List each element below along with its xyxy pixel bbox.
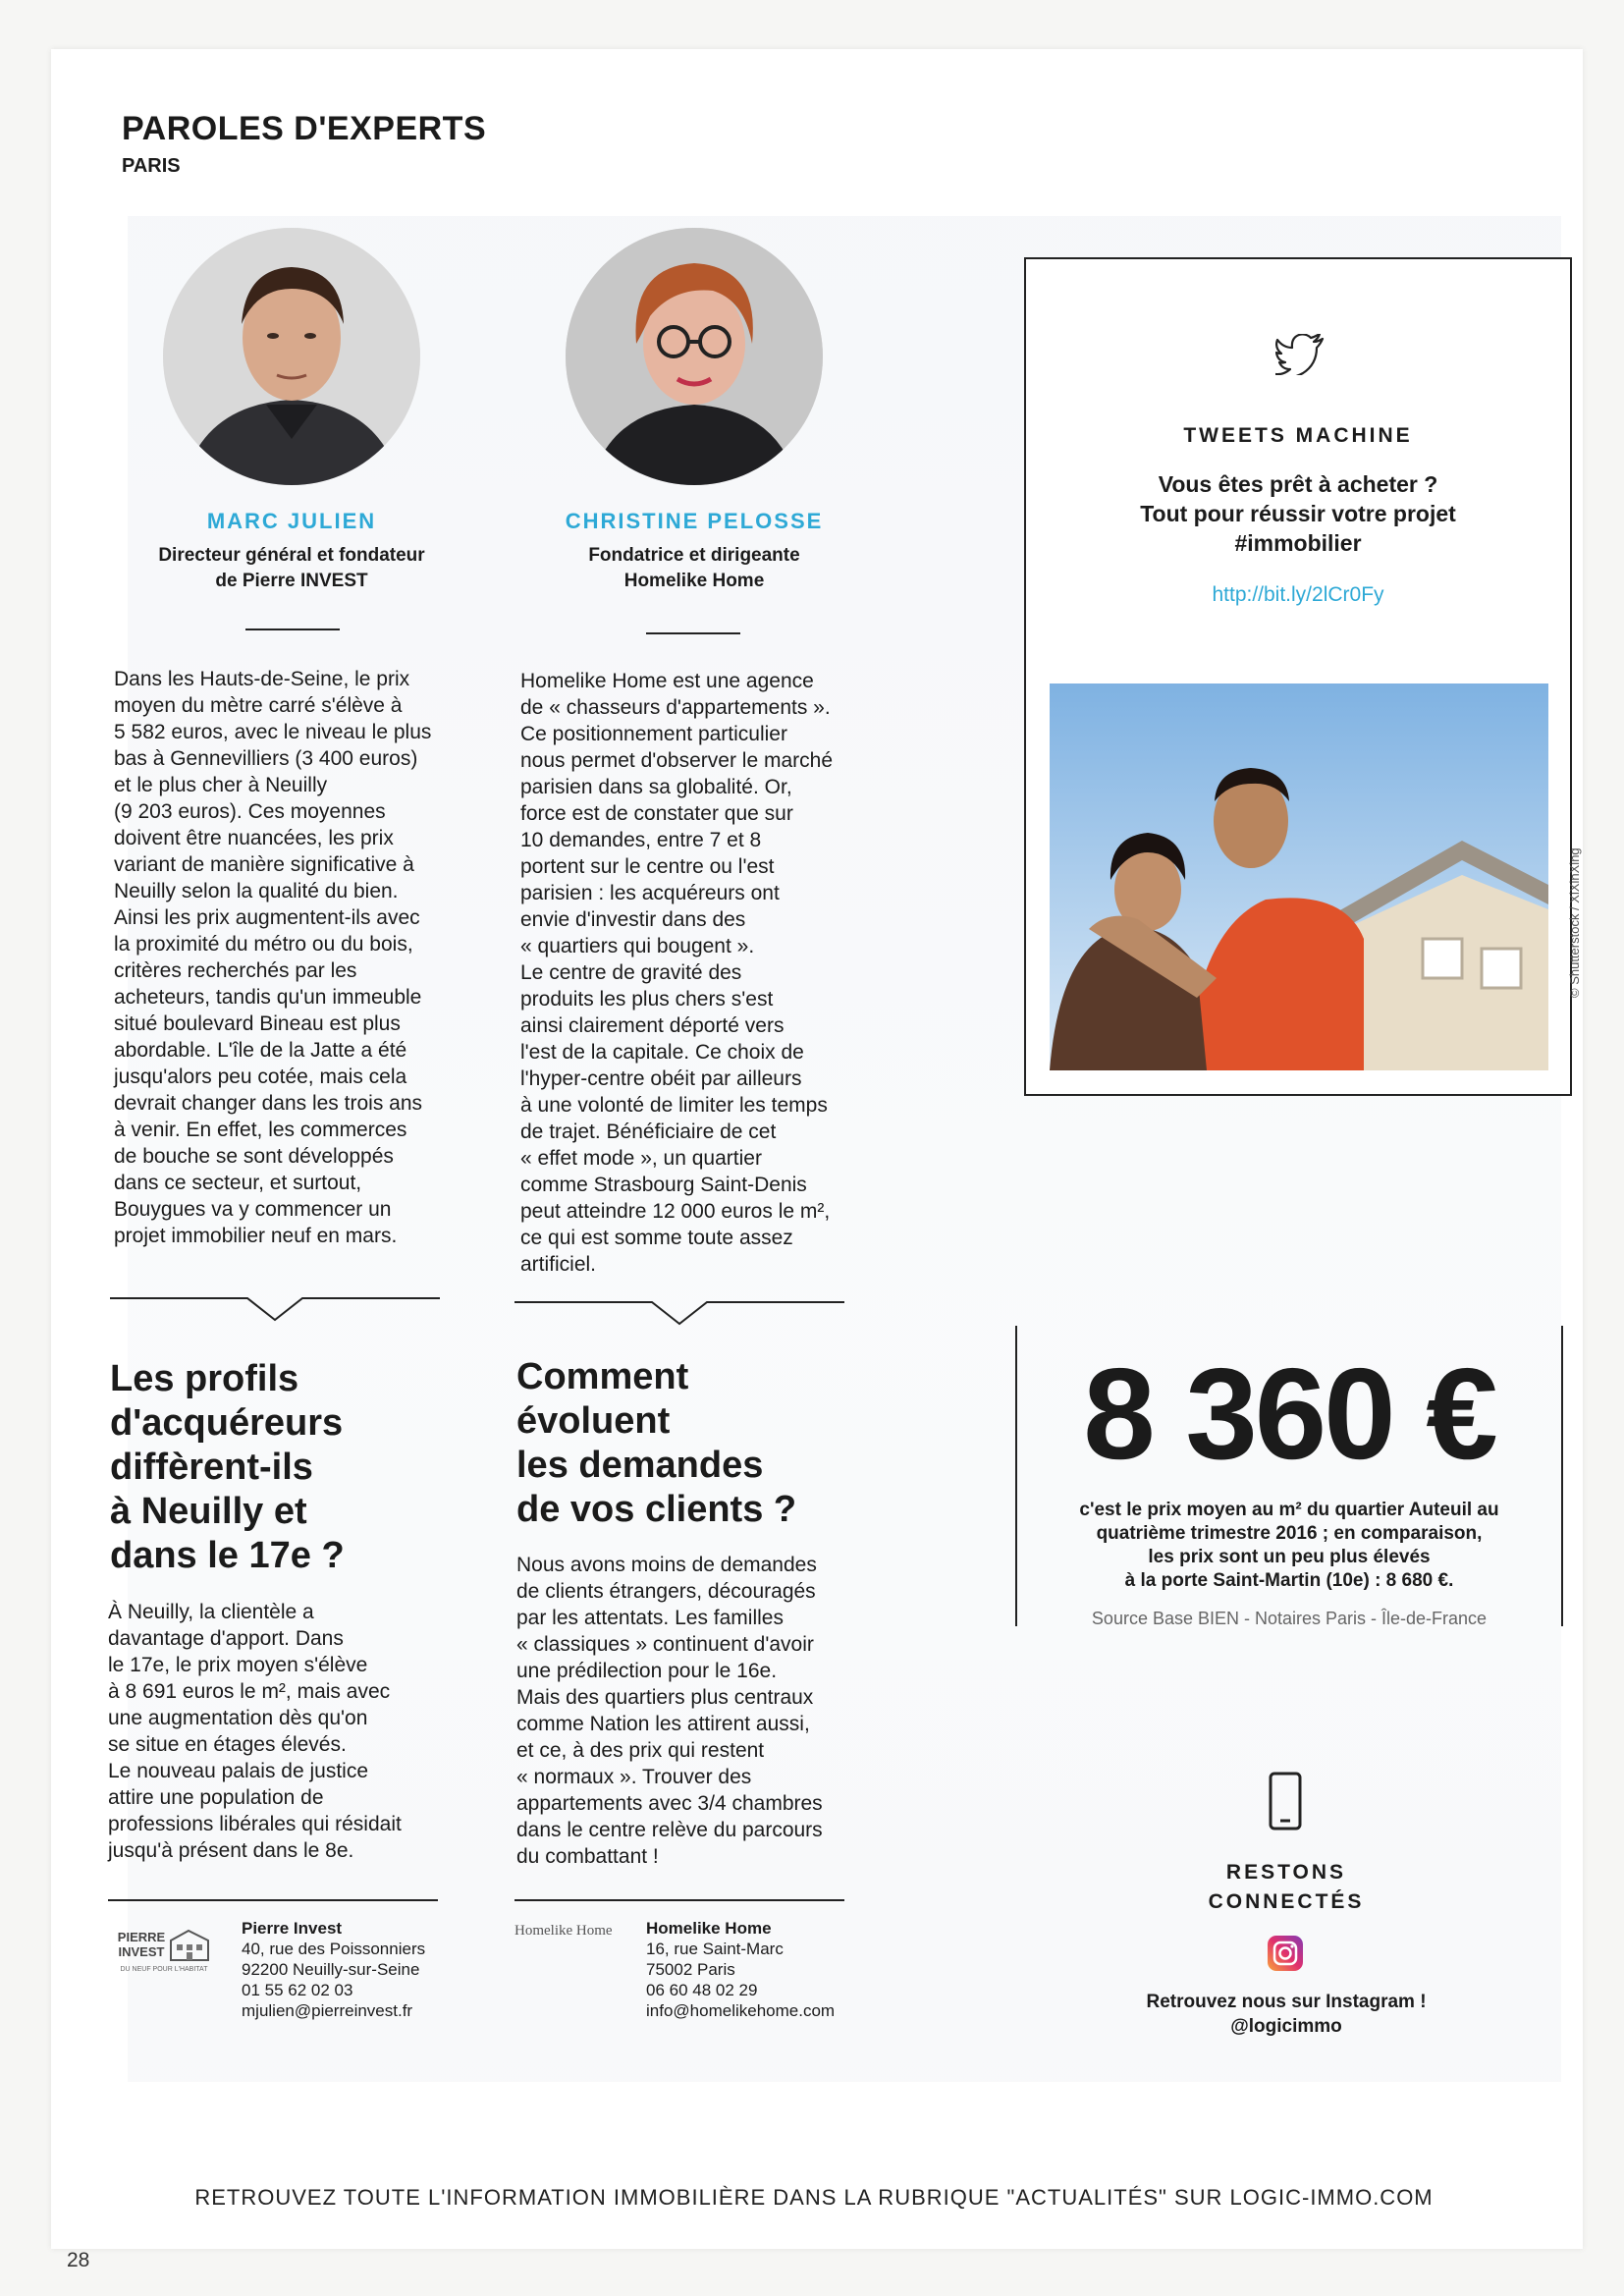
instagram-icon[interactable] [1267,1935,1304,1972]
chevron-divider [514,1290,844,1326]
text-line: « quartiers qui bougent ». [520,935,755,957]
couple-house-photo [1050,683,1548,1070]
text-line: artificiel. [520,1253,597,1276]
separator-rule [646,632,740,634]
expert-role-line: Directeur général et fondateur [158,545,425,566]
text-line: parisien : les acquéreurs ont [520,882,780,904]
text-line: dans le centre relève du parcours [516,1819,823,1841]
text-line: abordable. L'île de la Jatte a été [114,1039,407,1062]
chevron-divider [110,1286,440,1322]
text-line: l'est de la capitale. Ce choix de [520,1041,804,1064]
question-line: à Neuilly et [110,1491,307,1532]
price-source: Source Base BIEN - Notaires Paris - Île-de-France [1091,1609,1488,1628]
contact-name: Pierre Invest [242,1919,343,1938]
text-line: se situe en étages élevés. [108,1733,347,1756]
expert-role-line: Homelike Home [623,571,765,591]
contact-name: Homelike Home [646,1919,772,1938]
pierre-invest-logo [110,1927,218,1973]
text-line: projet immobilier neuf en mars. [114,1225,398,1247]
question-line: diffèrent-ils [110,1447,313,1488]
contact-phone: 01 55 62 02 03 [242,1981,353,1999]
expert-name: MARC JULIEN [206,509,377,533]
text-line: « effet mode », un quartier [520,1147,762,1170]
text-line: appartements avec 3/4 chambres [516,1792,823,1815]
contact-email[interactable]: info@homelikehome.com [646,2001,836,2020]
text-line: par les attentats. Les familles [516,1607,784,1629]
question-line: Comment [516,1356,689,1397]
social-heading-line: RESTONS [1225,1861,1347,1884]
text-line: ainsi clairement déporté vers [520,1014,785,1037]
expert-role-line: de Pierre INVEST [215,571,368,591]
interview-answer [108,1599,442,1864]
expert-statement [114,666,448,1249]
text-line: une prédilection pour le 16e. [516,1660,778,1682]
question-line: de vos clients ? [516,1489,797,1530]
text-line: de clients étrangers, découragés [516,1580,816,1603]
text-line: Neuilly selon la qualité du bien. [114,880,399,902]
contact-rule [514,1899,844,1901]
text-line: une augmentation dès qu'on [108,1707,368,1729]
text-line: nous permet d'observer le marché [520,749,833,772]
social-text [1090,1990,1483,2039]
text-line: de bouche se sont développés [114,1145,394,1168]
tweets-machine-box [1024,257,1572,1096]
text-line: Nous avons moins de demandes [516,1554,817,1576]
text-line: Bouygues va y commencer un [114,1198,392,1221]
text-line: bas à Gennevilliers (3 400 euros) [114,747,418,770]
text-line: envie d'investir dans des [520,908,746,931]
separator-rule [245,629,340,630]
text-line: dans ce secteur, et surtout, [114,1172,362,1194]
price-description-line: à la porte Saint-Martin (10e) : 8 680 €. [1124,1570,1454,1591]
text-line: l'hyper-centre obéit par ailleurs [520,1067,802,1090]
text-line: 5 582 euros, avec le niveau le plus [114,721,432,743]
text-line: (9 203 euros). Ces moyennes [114,800,386,823]
text-line: professions libérales qui résidait [108,1813,402,1835]
text-line: et le plus cher à Neuilly [114,774,328,796]
tweet-hashtag[interactable]: #immobilier [1234,530,1362,556]
text-line: Homelike Home est une agence [520,670,814,692]
text-line: variant de manière significative à [114,853,414,876]
contact-city: 75002 Paris [646,1960,735,1979]
contact-address: 16, rue Saint-Marc [646,1940,784,1958]
tweet-text [1026,469,1570,558]
page-subtitle: PARIS [122,155,181,177]
text-line: produits les plus chers s'est [520,988,774,1011]
price-description-line: les prix sont un peu plus élevés [1148,1547,1431,1567]
text-line: force est de constater que sur [520,802,793,825]
question-line: d'acquéreurs [110,1402,344,1444]
twitter-bird-icon [1275,334,1325,375]
interview-question [516,1355,870,1532]
price-value: 8 360 € [1083,1341,1495,1486]
contact-homelike-home [646,1919,835,2021]
question-line: Les profils [110,1358,299,1399]
question-line: dans le 17e ? [110,1535,345,1576]
text-line: comme Strasbourg Saint-Denis [520,1174,807,1196]
homelike-home-logo: Homelike Home [514,1923,613,1939]
text-line: Ce positionnement particulier [520,723,787,745]
text-line: portent sur le centre ou l'est [520,855,775,878]
expert-role-line: Fondatrice et dirigeante [588,545,800,566]
text-line: davantage d'apport. Dans [108,1627,344,1650]
building-icon [169,1927,210,1962]
expert-statement [520,668,874,1278]
tweet-line: Vous êtes prêt à acheter ? [1158,471,1438,497]
footer-banner: RETROUVEZ TOUTE L'INFORMATION IMMOBILIÈRE DANS LA RUBRIQUE "ACTUALITÉS" SUR LOGIC-IMMO.COM [194,2185,1434,2210]
contact-address: 40, rue des Poissonniers [242,1940,426,1958]
text-line: comme Nation les attirent aussi, [516,1713,810,1735]
social-heading-line: CONNECTÉS [1208,1890,1365,1913]
text-line: À Neuilly, la clientèle a [108,1601,314,1623]
text-line: parisien dans sa globalité. Or, [520,776,792,798]
text-line: jusqu'alors peu cotée, mais cela [114,1066,407,1088]
question-line: les demandes [516,1445,764,1486]
contact-pierre-invest [242,1919,425,2021]
contact-rule [108,1899,438,1901]
text-line: Mais des quartiers plus centraux [516,1686,814,1709]
expert-role [532,543,856,594]
text-line: de « chasseurs d'appartements ». [520,696,831,719]
price-description [1017,1499,1561,1593]
instagram-handle[interactable]: @logicimmo [1230,2016,1342,2037]
text-line: acheteurs, tandis qu'un immeuble [114,986,422,1009]
text-line: « normaux ». Trouver des [516,1766,752,1788]
logo-tagline: DU NEUF POUR L'HABITAT [120,1966,208,1973]
photo-credit: © Shutterstock / XiXinXing [1567,847,1582,998]
interview-question [110,1357,444,1578]
text-line: attire une population de [108,1786,324,1809]
expert-role [130,543,454,594]
contact-phone: 06 60 48 02 29 [646,1981,758,1999]
text-line: de trajet. Bénéficiaire de cet [520,1121,777,1143]
contact-city: 92200 Neuilly-sur-Seine [242,1960,420,1979]
text-line: du combattant ! [516,1845,659,1868]
text-line: Dans les Hauts-de-Seine, le prix [114,668,410,690]
expert-name: CHRISTINE PELOSSE [565,509,824,533]
text-line: et ce, à des prix qui restent [516,1739,765,1762]
social-heading [1129,1858,1443,1917]
page-title: PAROLES D'EXPERTS [122,110,487,147]
price-highlight-box [1015,1326,1563,1626]
text-line: jusqu'à présent dans le 8e. [108,1839,354,1862]
question-line: évoluent [516,1400,671,1442]
interview-answer [516,1552,870,1870]
contact-email[interactable]: mjulien@pierreinvest.fr [242,2001,413,2020]
text-line: situé boulevard Bineau est plus [114,1012,401,1035]
text-line: doivent être nuancées, les prix [114,827,394,849]
price-description-line: quatrième trimestre 2016 ; en comparaison, [1096,1523,1483,1544]
tweet-link[interactable]: http://bit.ly/2lCr0Fy [1212,583,1384,606]
price-description-line: c'est le prix moyen au m² du quartier Auteuil au [1079,1500,1499,1520]
smartphone-icon [1269,1772,1302,1831]
text-line: Le nouveau palais de justice [108,1760,369,1782]
avatar-christine-pelosse [566,228,823,485]
text-line: « classiques » continuent d'avoir [516,1633,814,1656]
tweet-line: Tout pour réussir votre projet [1140,501,1456,526]
text-line: ce qui est somme toute assez [520,1227,793,1249]
text-line: à une volonté de limiter les temps [520,1094,828,1117]
text-line: moyen du mètre carré s'élève à [114,694,403,717]
text-line: la proximité du métro ou du bois, [114,933,413,956]
page-number: 28 [67,2249,90,2271]
text-line: devrait changer dans les trois ans [114,1092,423,1115]
avatar-marc-julien [163,228,420,485]
text-line: le 17e, le prix moyen s'élève [108,1654,368,1676]
text-line: à venir. En effet, les commerces [114,1119,407,1141]
tweets-heading: TWEETS MACHINE [1183,424,1413,447]
text-line: Le centre de gravité des [520,961,742,984]
text-line: à 8 691 euros le m², mais avec [108,1680,391,1703]
social-text-line: Retrouvez nous sur Instagram ! [1146,1992,1427,2012]
text-line: Ainsi les prix augmentent-ils avec [114,906,420,929]
text-line: peut atteindre 12 000 euros le m², [520,1200,831,1223]
logo-text: INVEST [118,1944,165,1959]
text-line: 10 demandes, entre 7 et 8 [520,829,762,851]
logo-text: PIERRE [117,1930,166,1944]
text-line: critères recherchés par les [114,959,357,982]
